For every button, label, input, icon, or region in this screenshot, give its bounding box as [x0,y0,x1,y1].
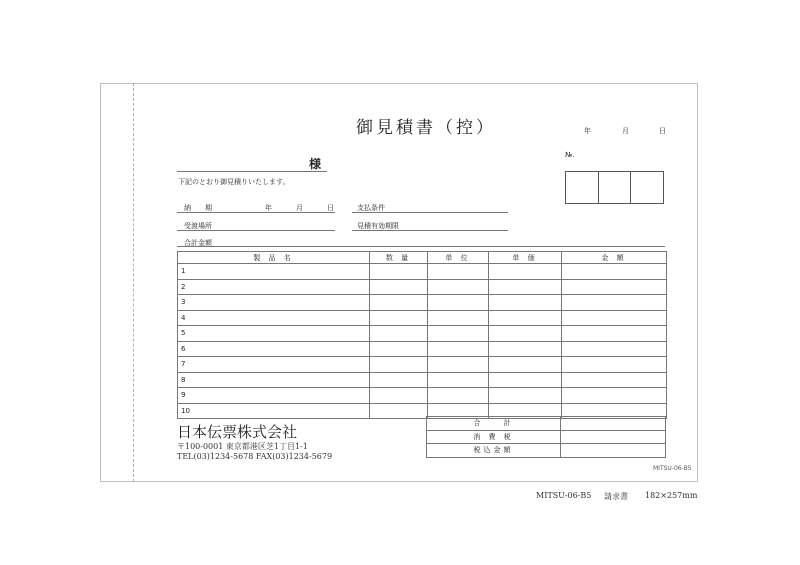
footer-code: MITSU-06-B5 [536,491,592,500]
delivery-year: 年 [265,204,272,212]
amount-cell[interactable] [562,264,667,280]
quantity-cell[interactable] [370,341,428,357]
product-cell[interactable] [178,341,370,357]
delivery-line[interactable] [177,212,335,213]
product-cell[interactable] [178,310,370,326]
header-product: 製 品 名 [178,252,370,264]
table-row [178,295,667,311]
unit-cell[interactable] [428,295,489,311]
unit-price-cell[interactable] [489,388,562,404]
recipient-line[interactable] [177,171,327,172]
unit-price-cell[interactable] [489,310,562,326]
table-row [178,357,667,373]
unit-cell[interactable] [428,388,489,404]
product-cell[interactable] [178,295,370,311]
unit-cell[interactable] [428,357,489,373]
company-name: 日本伝票株式会社 [177,423,298,441]
footer-size: 182×257mm [645,491,698,500]
delivery-day: 日 [327,204,334,212]
items-header-row [178,252,667,264]
company-address: 〒100-0001 東京都港区芝1丁目1-1 [177,442,308,451]
subtotal-value[interactable] [561,417,666,431]
form-title: 御見積書（控） [356,118,496,138]
total-amount-label: 合計金額 [184,239,212,247]
footer-type: 請求書 [604,492,628,501]
product-cell[interactable] [178,403,370,419]
date-month-label: 月 [622,127,629,135]
delivery-month: 月 [296,204,303,212]
place-line[interactable] [177,230,335,231]
quantity-cell[interactable] [370,279,428,295]
tax-value[interactable] [561,430,666,444]
product-cell[interactable] [178,357,370,373]
unit-price-cell[interactable] [489,341,562,357]
payment-label: 支払条件 [357,204,385,212]
items-table [177,251,667,419]
number-box[interactable] [566,172,599,203]
product-cell[interactable] [178,372,370,388]
subtotal-row [427,417,666,431]
grand-total-value[interactable] [561,444,666,458]
amount-cell[interactable] [562,310,667,326]
number-box[interactable] [599,172,632,203]
tax-label: 消 費 税 [427,430,561,444]
totals-table [426,416,666,458]
unit-price-cell[interactable] [489,357,562,373]
row-number: 7 [181,360,186,369]
date-day-label: 日 [659,127,666,135]
unit-price-cell[interactable] [489,295,562,311]
row-number: 2 [181,282,186,291]
unit-cell[interactable] [428,279,489,295]
header-unit: 単 位 [428,252,489,264]
quantity-cell[interactable] [370,357,428,373]
header-unit-price: 単 価 [489,252,562,264]
unit-cell[interactable] [428,264,489,280]
number-label: №. [565,151,575,159]
table-row [178,279,667,295]
place-label: 受渡場所 [184,222,212,230]
row-number: 1 [181,267,186,276]
amount-cell[interactable] [562,341,667,357]
recipient-suffix: 様 [309,157,322,171]
row-number: 10 [181,406,190,415]
row-number: 9 [181,391,186,400]
product-cell[interactable] [178,264,370,280]
number-box[interactable] [631,172,663,203]
amount-cell[interactable] [562,326,667,342]
total-amount-line[interactable] [177,246,665,247]
quantity-cell[interactable] [370,403,428,419]
amount-cell[interactable] [562,279,667,295]
row-number: 8 [181,375,186,384]
unit-price-cell[interactable] [489,279,562,295]
table-row [178,310,667,326]
header-amount: 金 額 [562,252,667,264]
product-cell[interactable] [178,388,370,404]
intro-text: 下記のとおり御見積りいたします。 [178,178,290,186]
quantity-cell[interactable] [370,264,428,280]
row-number: 5 [181,329,186,338]
number-boxes [565,171,664,204]
company-contact: TEL(03)1234-5678 FAX(03)1234-5679 [177,452,333,461]
validity-label: 見積有効期限 [357,222,399,230]
amount-cell[interactable] [562,295,667,311]
table-row [178,264,667,280]
amount-cell[interactable] [562,388,667,404]
row-number: 4 [181,313,186,322]
quantity-cell[interactable] [370,326,428,342]
product-cell[interactable] [178,326,370,342]
quantity-cell[interactable] [370,388,428,404]
amount-cell[interactable] [562,372,667,388]
quantity-cell[interactable] [370,295,428,311]
tax-row [427,430,666,444]
subtotal-label: 合 計 [427,417,561,431]
product-cell[interactable] [178,279,370,295]
quantity-cell[interactable] [370,372,428,388]
form-code: MITSU-06-B5 [653,465,692,472]
table-row [178,326,667,342]
unit-cell[interactable] [428,372,489,388]
unit-cell[interactable] [428,310,489,326]
grand-total-row [427,444,666,458]
unit-cell[interactable] [428,326,489,342]
quantity-cell[interactable] [370,310,428,326]
payment-line[interactable] [352,212,508,213]
table-row [178,372,667,388]
header-quantity: 数 量 [370,252,428,264]
table-row [178,341,667,357]
amount-cell[interactable] [562,357,667,373]
row-number: 6 [181,344,186,353]
validity-line[interactable] [352,230,508,231]
unit-price-cell[interactable] [489,264,562,280]
unit-cell[interactable] [428,341,489,357]
grand-total-label: 税込金額 [427,444,561,458]
date-year-label: 年 [584,127,591,135]
unit-price-cell[interactable] [489,326,562,342]
row-number: 3 [181,298,186,307]
perforation-line [133,83,134,482]
table-row [178,388,667,404]
unit-price-cell[interactable] [489,372,562,388]
delivery-label: 納 期 [184,204,212,212]
